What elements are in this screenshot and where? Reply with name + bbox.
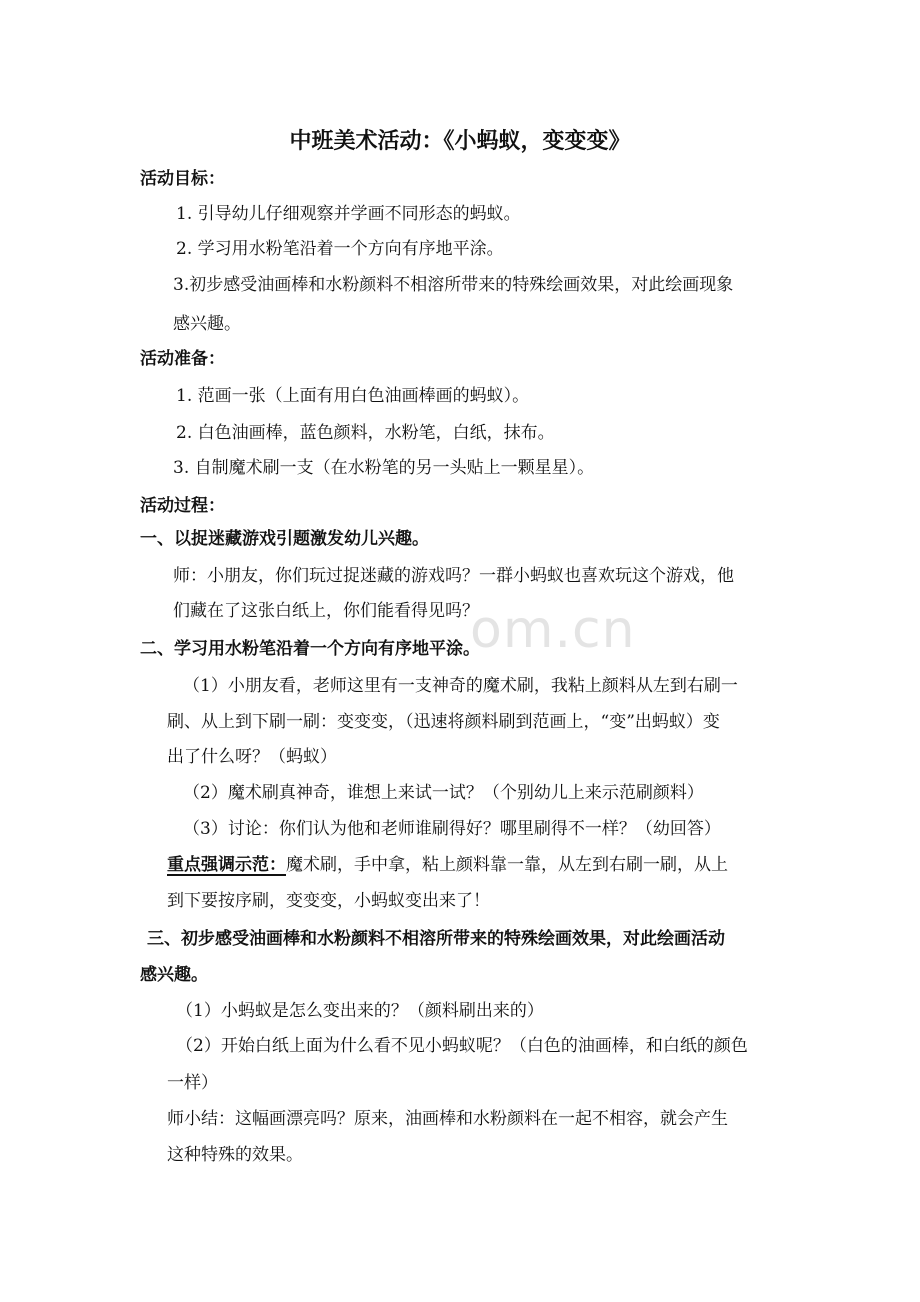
section1-line-1: 师：小朋友，你们玩过捉迷藏的游戏吗？一群小蚂蚁也喜欢玩这个游戏，他 (173, 566, 734, 586)
process-heading: 活动过程： (140, 496, 225, 516)
emphasis-text-1: 魔术刷，手中拿，粘上颜料靠一靠，从左到右刷一刷，从上 (286, 855, 728, 875)
goal-item-3: 3.初步感受油画棒和水粉颜料不相溶所带来的特殊绘画效果，对此绘画现象 (173, 275, 734, 295)
prep-heading: 活动准备： (140, 349, 225, 369)
section3-line-3: 一样） (167, 1073, 218, 1093)
summary-line-1: 师小结：这幅画漂亮吗？原来，油画棒和水粉颜料在一起不相容，就会产生 (167, 1109, 728, 1129)
page-title: 中班美术活动：《小蚂蚁，变变变》 (289, 128, 631, 154)
section2-line-2: 刷、从上到下刷一刷：变变变，（迅速将颜料刷到范画上，“变”出蚂蚁）变 (167, 712, 720, 732)
prep-item-3: 3. 自制魔术刷一支（在水粉笔的另一头贴上一颗星星）。 (173, 458, 595, 478)
section3-heading-1: 三、初步感受油画棒和水粉颜料不相溶所带来的特殊绘画效果，对此绘画活动 (147, 929, 725, 949)
section2-line-3: 出了什么呀？（蚂蚁） (167, 747, 337, 767)
section3-heading-2: 感兴趣。 (140, 965, 208, 985)
section1-line-2: 们藏在了这张白纸上，你们能看得见吗？ (173, 601, 479, 621)
emphasis-line-2: 到下要按序刷，变变变，小蚂蚁变出来了！ (167, 891, 490, 911)
section2-line-5: （3）讨论：你们认为他和老师谁刷得好？哪里刷得不一样？（幼回答） (183, 819, 721, 839)
summary-line-2: 这种特殊的效果。 (167, 1145, 303, 1165)
prep-item-2: 2. 白色油画棒，蓝色颜料，水粉笔，白纸，抹布。 (176, 423, 555, 443)
section3-line-2: （2）开始白纸上面为什么看不见小蚂蚁呢？（白色的油画棒，和白纸的颜色 (176, 1036, 748, 1056)
emphasis-line-1 (167, 854, 728, 876)
section2-line-1: （1）小朋友看，老师这里有一支神奇的魔术刷，我粘上颜料从左到右刷一 (183, 676, 738, 696)
goal-item-1: 1. 引导幼儿仔细观察并学画不同形态的蚂蚁。 (176, 204, 521, 224)
goal-item-2: 2. 学习用水粉笔沿着一个方向有序地平涂。 (176, 239, 504, 259)
section2-heading: 二、学习用水粉笔沿着一个方向有序地平涂。 (140, 639, 480, 659)
section3-line-1: （1）小蚂蚁是怎么变出来的？（颜料刷出来的） (176, 1001, 544, 1021)
prep-item-1: 1. 范画一张（上面有用白色油画棒画的蚂蚁）。 (176, 386, 530, 406)
section2-line-4: （2）魔术刷真神奇，谁想上来试一试？（个别幼儿上来示范刷颜料） (183, 783, 704, 803)
emphasis-label: 重点强调示范： (167, 855, 286, 875)
goal-item-3-cont: 感兴趣。 (173, 314, 241, 334)
watermark: om.cn (470, 600, 636, 660)
section1-heading: 一、以捉迷藏游戏引题激发幼儿兴趣。 (140, 529, 429, 549)
goals-heading: 活动目标： (140, 169, 225, 189)
